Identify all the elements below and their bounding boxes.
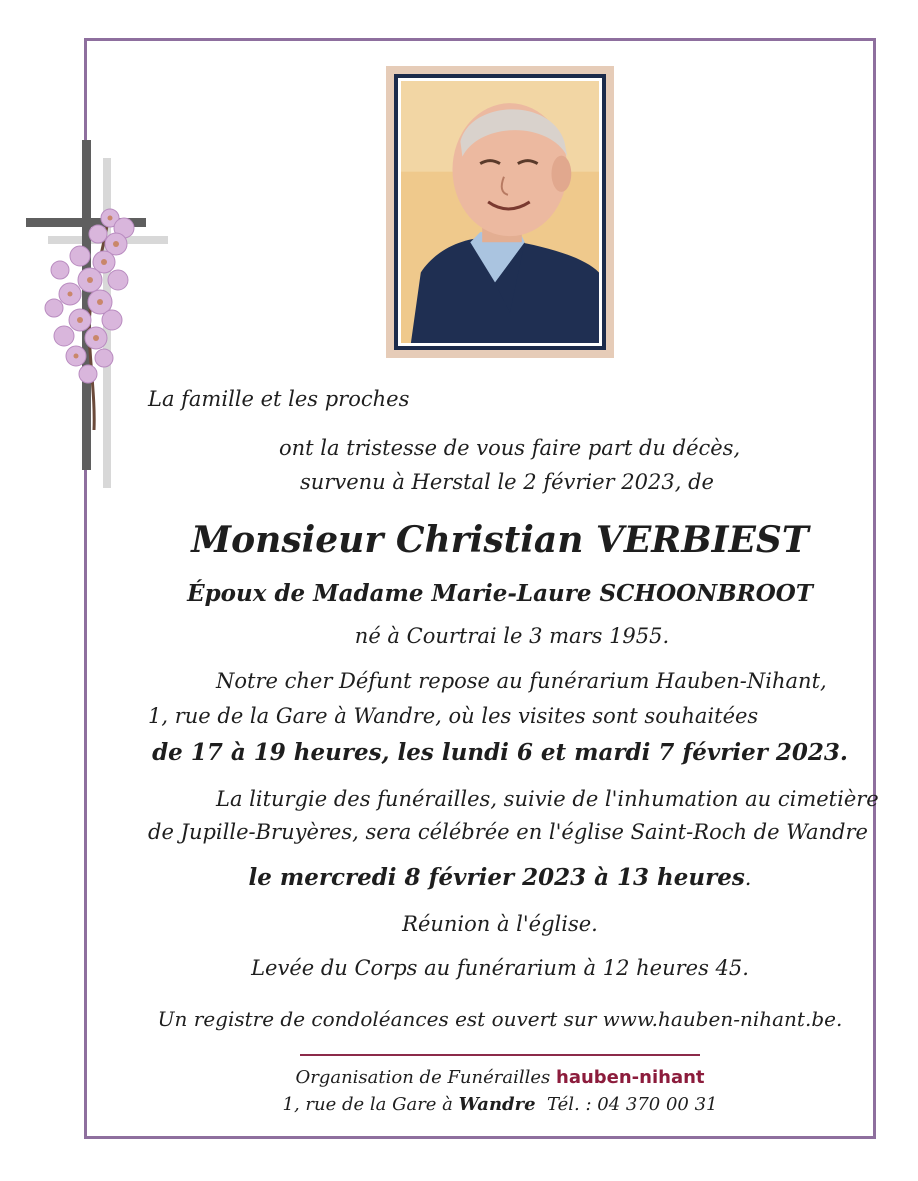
announce-line-1: ont la tristesse de vous faire part du décès, <box>279 436 741 460</box>
liturgy-line-2: de Jupille-Bruyères, sera célébrée en l'église Saint-Roch de Wandre <box>148 820 868 844</box>
deceased-name: Monsieur Christian VERBIEST <box>191 519 809 561</box>
footer-address-prefix: 1, rue de la Gare à <box>282 1094 459 1115</box>
ceremony-date: le mercredi 8 février 2023 à 13 heures <box>248 864 745 891</box>
portrait-image <box>401 81 599 343</box>
ceremony-period: . <box>744 866 752 890</box>
cross-with-flowers-icon <box>20 130 180 500</box>
footer-address <box>283 1096 718 1114</box>
footer-address-town: Wandre <box>458 1094 536 1115</box>
visiting-hours: de 17 à 19 heures, les lundi 6 et mardi 7 février 2023. <box>152 739 848 766</box>
repose-line-1: Notre cher Défunt repose au funérarium Hauben-Nihant, <box>216 669 827 693</box>
footer-divider <box>300 1054 700 1056</box>
birth-line: né à Courtrai le 3 mars 1955. <box>354 624 670 648</box>
portrait-photo <box>386 66 614 358</box>
ceremony-line <box>249 866 752 889</box>
intro-text: La famille et les proches <box>148 387 410 411</box>
liturgy-line-1: La liturgie des funérailles, suivie de l'inhumation au cimetière <box>216 787 879 811</box>
footer-phone: Tél. : 04 370 00 31 <box>535 1094 718 1115</box>
announce-line-2: survenu à Herstal le 2 février 2023, de <box>300 470 714 494</box>
register-line: Un registre de condoléances est ouvert sur www.hauben-nihant.be. <box>157 1007 843 1031</box>
levee-line: Levée du Corps au funérarium à 12 heures 45. <box>251 956 749 980</box>
repose-line-2: 1, rue de la Gare à Wandre, où les visites sont souhaitées <box>148 704 759 728</box>
footer-organisation <box>295 1069 704 1087</box>
footer-org-label: Organisation de Funérailles <box>295 1067 556 1088</box>
funeral-home-logo: hauben-nihant <box>556 1067 705 1088</box>
spouse-line: Époux de Madame Marie-Laure SCHOONBROOT <box>187 580 813 607</box>
meeting-line: Réunion à l'église. <box>402 912 598 936</box>
